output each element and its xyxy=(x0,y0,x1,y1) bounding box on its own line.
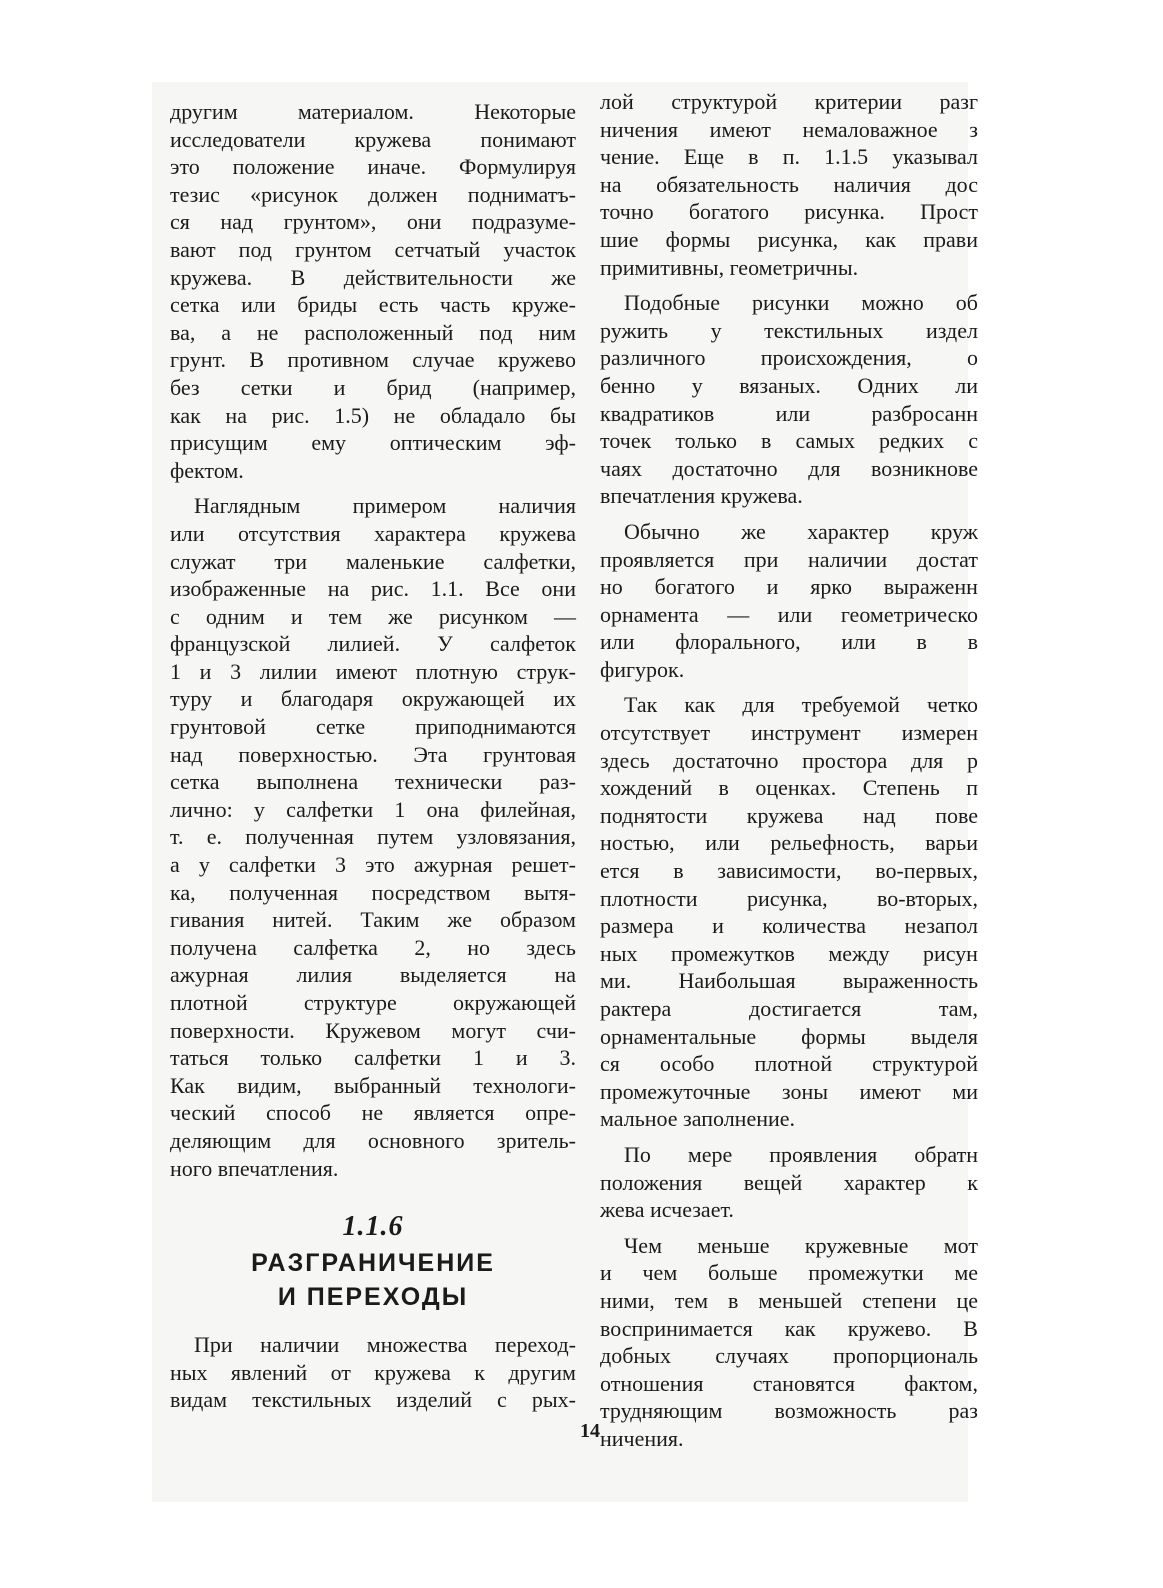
text-line: размера и количества незапол xyxy=(600,913,978,939)
text-line: ми. Наибольшая выраженность xyxy=(600,968,978,994)
text-line: кружева. В действительности же xyxy=(170,264,576,290)
text-line: гивания нитей. Таким же образом xyxy=(170,907,576,933)
text-line: или флорального, или в в xyxy=(600,629,978,655)
paragraph-gap xyxy=(600,510,978,518)
text-line: поднятости кружева над пове xyxy=(600,802,978,828)
text-line: По мере проявления обратн xyxy=(624,1141,978,1167)
left-column-bottom xyxy=(170,1331,576,1414)
text-line: с одним и тем же рисунком — xyxy=(170,603,576,629)
text-line: ничения имеют немаловажное з xyxy=(600,116,978,142)
text-line: воспринимается как кружево. В xyxy=(600,1315,978,1341)
text-line: над поверхностью. Эта грунтовая xyxy=(170,741,576,767)
text-line: ных явлений от кружева к другим xyxy=(170,1359,576,1385)
section-title-line-1: РАЗГРАНИЧЕНИЕ xyxy=(251,1249,495,1277)
text-line: видам текстильных изделий с рых- xyxy=(170,1387,576,1413)
text-line: это положение иначе. Формулируя xyxy=(170,154,576,180)
text-line: При наличии множества переход- xyxy=(194,1332,576,1357)
text-line: бенно у вязаных. Одних ли xyxy=(600,372,978,398)
text-line: добных случаях пропорциональ xyxy=(600,1343,978,1369)
text-line: но богатого и ярко выраженн xyxy=(600,574,978,600)
text-line: трудняющим возможность раз xyxy=(600,1398,978,1424)
text-line: здесь достаточно простора для р xyxy=(600,747,978,773)
text-line: отсутствует инструмент измерен xyxy=(600,720,978,746)
text-line: точек только в самых редких с xyxy=(600,428,978,454)
text-line: или отсутствия характера кружева xyxy=(170,520,576,546)
text-line: сетка выполнена технически раз- xyxy=(170,769,576,795)
text-line: ностью, или рельефность, варьи xyxy=(600,830,978,856)
text-line: Подобные рисунки можно об xyxy=(624,290,978,316)
text-line: чаях достаточно для возникнове xyxy=(600,455,978,481)
text-line: и чем больше промежутки ме xyxy=(600,1260,978,1286)
text-line: изображенные на рис. 1.1. Все они xyxy=(170,576,576,602)
text-line: жева исчезает. xyxy=(600,1197,734,1223)
text-line: деляющим для основного зритель- xyxy=(170,1127,576,1153)
text-line: служат три маленькие салфетки, xyxy=(170,548,576,574)
text-line: ческий способ не является опре- xyxy=(170,1100,576,1126)
text-line: мальное заполнение. xyxy=(600,1106,796,1132)
section-heading xyxy=(170,1208,576,1314)
text-line: таться только салфетки 1 и 3. xyxy=(170,1045,576,1071)
text-line: туру и благодаря окружающей их xyxy=(170,686,576,712)
text-line: ружить у текстильных издел xyxy=(600,317,978,343)
text-line: ся особо плотной структурой xyxy=(600,1051,978,1077)
paragraph-gap xyxy=(600,683,978,691)
text-line: как на рис. 1.5) не обладало бы xyxy=(170,402,576,428)
text-line: примитивны, геометричны. xyxy=(600,254,859,280)
right-column-clip xyxy=(600,80,978,1451)
text-line: ного впечатления. xyxy=(170,1155,339,1181)
text-line: французской лилией. У салфеток xyxy=(170,631,576,657)
text-line: ва, а не расположенный под ним xyxy=(170,319,576,345)
text-line: фигурок. xyxy=(600,656,685,682)
text-line: фектом. xyxy=(170,457,244,483)
paragraph-gap xyxy=(600,1224,978,1232)
text-line: хождений в оценках. Степень п xyxy=(600,775,978,801)
text-line: на обязательность наличия дос xyxy=(600,171,978,197)
page-number: 14 xyxy=(580,1420,600,1442)
text-line: получена салфетка 2, но здесь xyxy=(170,934,576,960)
section-title-line-2: И ПЕРЕХОДЫ xyxy=(277,1283,469,1311)
text-line: тезис «рисунок должен подниматъ- xyxy=(170,181,576,207)
section-number: 1.1.6 xyxy=(342,1211,404,1242)
text-line: орнамента — или геометрическо xyxy=(600,601,978,627)
text-line: точно богатого рисунка. Прост xyxy=(600,199,978,225)
text-line: промежуточные зоны имеют ми xyxy=(600,1078,978,1104)
text-line: исследователи кружева понимают xyxy=(170,126,576,152)
text-line: Обычно же характер круж xyxy=(624,518,978,544)
text-line: Чем меньше кружевные мот xyxy=(624,1232,978,1258)
text-line: ных промежутков между рисун xyxy=(600,940,978,966)
text-line: лой структурой критерии разг xyxy=(600,89,978,114)
text-line: Так как для требуемой четко xyxy=(624,692,978,718)
text-line: квадратиков или разбросанн xyxy=(600,400,978,426)
text-line: ся над грунтом», они подразуме- xyxy=(170,209,576,235)
text-line: ка, полученная посредством вытя- xyxy=(170,879,576,905)
text-line: 1 и 3 лилии имеют плотную струк- xyxy=(170,658,576,684)
text-line: вают под грунтом сетчатый участок xyxy=(170,236,576,262)
paragraph-gap xyxy=(600,1133,978,1141)
text-line: ется в зависимости, во-первых, xyxy=(600,858,978,884)
text-line: впечатления кружева. xyxy=(600,483,803,509)
paragraph-gap xyxy=(170,484,576,492)
text-line: положения вещей характер к xyxy=(600,1169,978,1195)
text-line: ажурная лилия выделяется на xyxy=(170,962,576,988)
text-line: различного происхождения, о xyxy=(600,345,978,371)
text-line: грунт. В противном случае кружево xyxy=(170,347,576,373)
text-line: ними, тем в меньшей степени це xyxy=(600,1287,978,1313)
text-line: лично: у салфетки 1 она филейная, xyxy=(170,796,576,822)
text-line: плотной структуре окружающей xyxy=(170,990,576,1015)
text-line: сетка или бриды есть часть круже- xyxy=(170,292,576,318)
paragraph-gap xyxy=(600,281,978,289)
text-line: Наглядным примером наличия xyxy=(194,493,576,519)
left-column xyxy=(170,98,576,1182)
text-line: а у салфетки 3 это ажурная решет- xyxy=(170,852,576,878)
text-line: ничения. xyxy=(600,1425,684,1451)
text-line: без сетки и брид (например, xyxy=(170,374,576,400)
text-line: проявляется при наличии достат xyxy=(600,546,978,572)
text-line: шие формы рисунка, как прави xyxy=(600,226,978,252)
text-line: плотности рисунка, во-вторых, xyxy=(600,885,978,911)
text-line: присущим ему оптическим эф- xyxy=(170,430,576,456)
text-line: рактера достигается там, xyxy=(600,996,978,1021)
text-line: чение. Еще в п. 1.1.5 указывал xyxy=(600,144,978,170)
text-line: орнаментальные формы выделя xyxy=(600,1023,978,1049)
text-line: грунтовой сетке приподнимаются xyxy=(170,714,576,740)
text-line: т. е. полученная путем узловязания, xyxy=(170,824,576,850)
text-line: поверхности. Кружевом могут счи- xyxy=(170,1017,576,1043)
text-line: отношения становятся фактом, xyxy=(600,1370,978,1396)
text-line: другим материалом. Некоторые xyxy=(170,99,576,124)
text-line: Как видим, выбранный технологи- xyxy=(170,1072,576,1098)
right-column xyxy=(600,88,978,1453)
